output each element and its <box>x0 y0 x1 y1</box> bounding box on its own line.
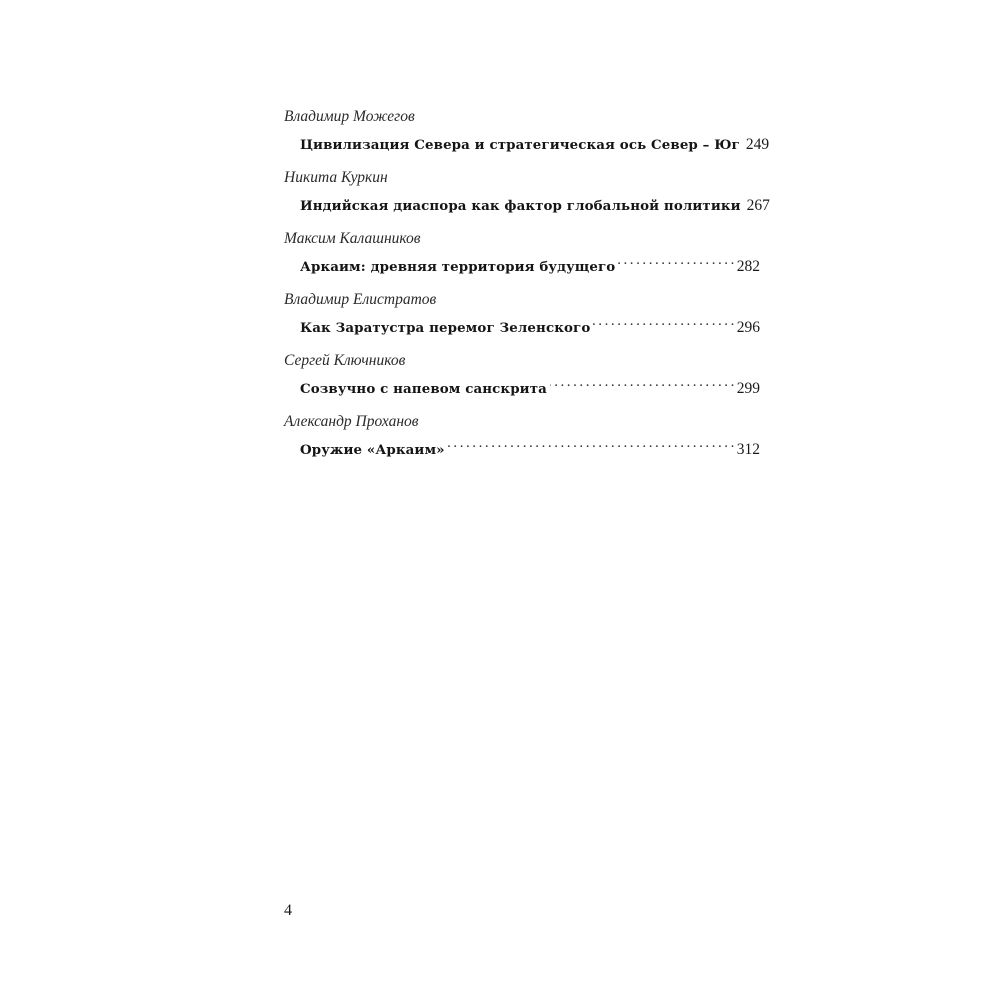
toc-entry <box>284 107 770 153</box>
toc-title-line[interactable] <box>300 371 760 397</box>
toc-title-line[interactable] <box>300 127 770 153</box>
toc-author: Максим Калашников <box>284 230 421 247</box>
toc-author: Александр Проханов <box>284 413 419 430</box>
toc-page-number: 267 <box>746 197 770 214</box>
toc-page-number: 296 <box>736 319 760 336</box>
toc-entry <box>284 290 760 336</box>
toc-author: Сергей Ключников <box>284 352 406 369</box>
toc-author: Владимир Можегов <box>284 108 415 125</box>
toc-title: Индийская диаспора как фактор глобальной политики <box>300 198 741 214</box>
toc-title: Цивилизация Севера и стратегическая ось Север – Юг <box>300 137 740 153</box>
toc-title: Как Заратустра перемог Зеленского <box>300 320 591 336</box>
toc-title: Аркаим: древняя территория будущего <box>300 259 616 275</box>
page-folio-number: 4 <box>284 902 292 919</box>
toc-entry <box>284 412 760 458</box>
toc-entry <box>284 229 760 275</box>
toc-title-line[interactable] <box>300 310 760 336</box>
toc-entry <box>284 168 770 214</box>
dot-leader <box>593 310 733 332</box>
dot-leader <box>448 432 734 454</box>
toc-entry <box>284 351 760 397</box>
toc-author: Владимир Елистратов <box>284 291 437 308</box>
toc-title-line[interactable] <box>300 432 760 458</box>
toc-page-number: 299 <box>736 380 760 397</box>
toc-page-number: 249 <box>745 136 770 153</box>
toc-title-line[interactable] <box>300 249 760 275</box>
toc-title-line[interactable] <box>300 188 770 214</box>
toc-page-number: 282 <box>736 258 760 275</box>
dot-leader <box>550 371 734 393</box>
toc-title: Оружие «Аркаим» <box>300 442 445 458</box>
toc-author: Никита Куркин <box>284 169 388 186</box>
toc-title: Созвучно с напевом санскрита <box>300 381 547 397</box>
dot-leader <box>618 249 733 271</box>
toc-page-number: 312 <box>736 441 760 458</box>
table-of-contents <box>284 107 770 473</box>
